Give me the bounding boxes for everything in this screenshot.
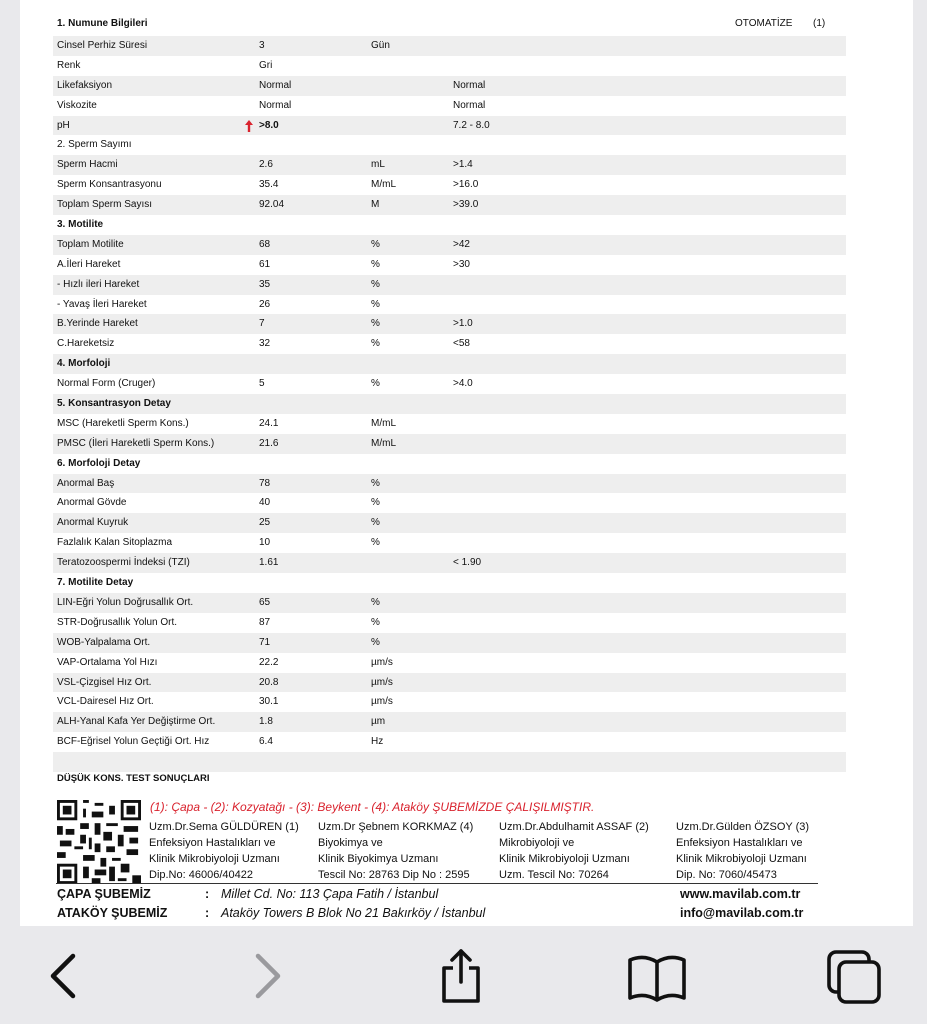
row-unit: % xyxy=(371,318,380,330)
row-label: Anormal Baş xyxy=(57,477,115,489)
table-row xyxy=(53,255,846,275)
row-value: 1.61 xyxy=(259,557,279,569)
row-value: 21.6 xyxy=(259,437,279,449)
row-label: Toplam Sperm Sayısı xyxy=(57,199,153,211)
row-value: 2.6 xyxy=(259,159,273,171)
branch-colon: : xyxy=(205,887,210,901)
row-reference: 7.2 - 8.0 xyxy=(453,119,490,131)
doctor-1-line4: Dip.No: 46006/40422 xyxy=(149,869,253,881)
row-value: 7 xyxy=(259,318,265,330)
row-label: 4. Morfoloji xyxy=(57,358,111,370)
tabs-button[interactable] xyxy=(824,946,884,1006)
branch-address: Millet Cd. No: 113 Çapa Fatih / İstanbul xyxy=(221,887,439,901)
table-row xyxy=(53,374,846,394)
table-row xyxy=(53,36,846,56)
table-row xyxy=(53,712,846,732)
row-reference: <58 xyxy=(453,338,470,350)
row-label: 5. Konsantrasyon Detay xyxy=(57,398,171,410)
table-row xyxy=(53,434,846,454)
row-label: BCF-Eğrisel Yolun Geçtiği Ort. Hız xyxy=(57,736,210,748)
book-icon xyxy=(627,946,687,1006)
row-unit: % xyxy=(371,596,380,608)
row-label: pH xyxy=(57,119,70,131)
auto-label: OTOMATİZE xyxy=(735,18,793,29)
row-unit: % xyxy=(371,238,380,250)
row-label: LIN-Eğri Yolun Doğrusallık Ort. xyxy=(57,596,194,608)
branch-name: ÇAPA ŞUBEMİZ xyxy=(57,887,151,901)
table-row xyxy=(53,275,846,295)
doctor-2-line2: Biyokimya ve xyxy=(318,837,383,849)
row-unit: µm xyxy=(371,716,386,728)
table-row xyxy=(53,533,846,553)
row-unit: µm/s xyxy=(371,656,393,668)
row-label: Sperm Konsantrasyonu xyxy=(57,179,162,191)
arrow-up-icon xyxy=(245,120,253,132)
doctor-2-line4: Tescil No: 28763 Dip No : 2595 xyxy=(318,869,470,881)
section-heading-row xyxy=(53,454,846,474)
results-table xyxy=(53,36,846,772)
row-label: Likefaksiyon xyxy=(57,79,113,91)
doctor-3-line2: Mikrobiyoloji ve xyxy=(499,837,575,849)
row-unit: Hz xyxy=(371,736,384,748)
table-row xyxy=(53,752,846,772)
section-heading-row xyxy=(53,394,846,414)
row-label: Cinsel Perhiz Süresi xyxy=(57,40,148,51)
row-unit: % xyxy=(371,616,380,628)
row-value: 20.8 xyxy=(259,676,279,688)
branches-note: (1): Çapa - (2): Kozyatağı - (3): Beykent - (4): Ataköy ŞUBEMİZDE ÇALIŞILMIŞTIR. xyxy=(150,800,595,814)
row-label: Fazlalık Kalan Sitoplazma xyxy=(57,537,173,549)
website-link[interactable]: www.mavilab.com.tr xyxy=(680,887,801,901)
doctor-2-line3: Klinik Biyokimya Uzmanı xyxy=(318,853,439,865)
row-label: Teratozoospermi İndeksi (TZI) xyxy=(57,557,190,569)
row-unit: M/mL xyxy=(371,417,396,429)
row-value: >8.0 xyxy=(259,119,279,131)
row-value: 26 xyxy=(259,298,271,310)
row-label: Viskozite xyxy=(57,99,97,111)
table-row xyxy=(53,295,846,315)
table-row xyxy=(53,493,846,513)
row-unit: % xyxy=(371,338,380,350)
row-label: Anormal Gövde xyxy=(57,497,127,509)
row-unit: M xyxy=(371,199,380,211)
row-label: Sperm Hacmi xyxy=(57,159,118,171)
row-value: 30.1 xyxy=(259,696,279,708)
table-row xyxy=(53,653,846,673)
row-label: Renk xyxy=(57,59,81,71)
branch-address: Ataköy Towers B Blok No 21 Bakırköy / İstanbul xyxy=(221,906,486,920)
chevron-right-icon xyxy=(236,946,296,1006)
row-value: 61 xyxy=(259,258,271,270)
row-unit: % xyxy=(371,258,380,270)
row-value: 5 xyxy=(259,378,265,390)
row-unit: M/mL xyxy=(371,437,396,449)
row-label: PMSC (İleri Hareketli Sperm Kons.) xyxy=(57,437,215,449)
table-row xyxy=(53,633,846,653)
row-reference: >4.0 xyxy=(453,378,473,390)
section-heading-row xyxy=(53,135,846,155)
row-unit: % xyxy=(371,537,380,549)
row-unit: mL xyxy=(371,159,385,171)
table-row xyxy=(53,513,846,533)
table-row xyxy=(53,553,846,573)
row-value: 71 xyxy=(259,636,271,648)
row-unit: % xyxy=(371,278,380,290)
row-label: ALH-Yanal Kafa Yer Değiştirme Ort. xyxy=(57,716,216,728)
row-reference: >30 xyxy=(453,258,470,270)
table-row xyxy=(53,732,846,752)
row-value: 65 xyxy=(259,596,271,608)
back-button[interactable] xyxy=(35,946,95,1006)
row-value: 10 xyxy=(259,537,271,549)
section-heading-row xyxy=(53,215,846,235)
share-icon xyxy=(431,946,491,1006)
row-unit: M/mL xyxy=(371,179,396,191)
table-row xyxy=(53,235,846,255)
doctor-3-line4: Uzm. Tescil No: 70264 xyxy=(499,869,609,881)
row-label: B.Yerinde Hareket xyxy=(57,318,138,330)
row-label: VSL-Çizgisel Hız Ort. xyxy=(57,676,152,688)
row-value: Gri xyxy=(259,59,273,71)
row-unit: % xyxy=(371,517,380,529)
doctor-4-name: Uzm.Dr.Gülden ÖZSOY (3) xyxy=(676,821,810,833)
table-row xyxy=(53,116,846,136)
forward-button[interactable] xyxy=(236,946,296,1006)
row-value: 25 xyxy=(259,517,271,529)
row-reference: >16.0 xyxy=(453,179,479,191)
table-row xyxy=(53,613,846,633)
row-label: VCL-Dairesel Hız Ort. xyxy=(57,696,154,708)
table-row xyxy=(53,593,846,613)
table-row xyxy=(53,195,846,215)
row-unit: µm/s xyxy=(371,696,393,708)
doctor-2-name: Uzm.Dr Şebnem KORKMAZ (4) xyxy=(318,821,474,833)
row-reference: Normal xyxy=(453,99,486,111)
row-value: 35 xyxy=(259,278,271,290)
row-label: WOB-Yalpalama Ort. xyxy=(57,636,151,648)
doctor-1 xyxy=(149,819,299,883)
table-row xyxy=(53,474,846,494)
section-heading-row xyxy=(53,573,846,593)
row-value: 78 xyxy=(259,477,271,489)
row-label: Normal Form (Cruger) xyxy=(57,378,156,390)
footer-divider xyxy=(56,883,818,884)
row-label: Anormal Kuyruk xyxy=(57,517,129,529)
row-label: - Yavaş İleri Hareket xyxy=(57,298,147,310)
branch-colon: : xyxy=(205,906,210,920)
row-reference: Normal xyxy=(453,79,486,91)
row-reference: >42 xyxy=(453,238,470,250)
report-page xyxy=(20,0,913,926)
table-row xyxy=(53,56,846,76)
row-label: MSC (Hareketli Sperm Kons.) xyxy=(57,417,189,429)
tabs-icon xyxy=(824,946,884,1006)
doctor-3-name: Uzm.Dr.Abdulhamit ASSAF (2) xyxy=(499,821,649,833)
row-unit: Gün xyxy=(371,40,390,51)
browser-toolbar xyxy=(0,926,927,1024)
row-value: Normal xyxy=(259,99,292,111)
qr-code-icon xyxy=(56,800,142,884)
row-value: Normal xyxy=(259,79,292,91)
doctor-4-line2: Enfeksiyon Hastalıkları ve xyxy=(676,837,803,849)
doctor-4-line3: Klinik Mikrobiyoloji Uzmanı xyxy=(676,853,807,865)
doctor-3 xyxy=(499,819,649,883)
row-label: 6. Morfoloji Detay xyxy=(57,457,141,469)
email-link[interactable]: info@mavilab.com.tr xyxy=(680,906,804,920)
row-label: Toplam Motilite xyxy=(57,238,124,250)
row-unit: % xyxy=(371,636,380,648)
doctor-2 xyxy=(318,819,473,883)
table-row xyxy=(53,673,846,693)
table-row xyxy=(53,155,846,175)
row-value: 1.8 xyxy=(259,716,273,728)
row-value: 40 xyxy=(259,497,271,509)
row-unit: % xyxy=(371,298,380,310)
row-unit: % xyxy=(371,477,380,489)
row-value: 32 xyxy=(259,338,271,350)
section-title: 1. Numune Bilgileri xyxy=(57,18,148,29)
auto-number: (1) xyxy=(813,18,826,29)
row-unit: % xyxy=(371,497,380,509)
row-label: 2. Sperm Sayımı xyxy=(57,139,132,151)
row-label: 7. Motilite Detay xyxy=(57,577,134,589)
row-value: 87 xyxy=(259,616,271,628)
doctor-4-line4: Dip. No: 7060/45473 xyxy=(676,869,777,881)
section-heading-row xyxy=(53,354,846,374)
table-row xyxy=(53,96,846,116)
doctor-4 xyxy=(676,819,809,883)
row-label: 3. Motilite xyxy=(57,219,104,231)
row-reference: >1.4 xyxy=(453,159,473,171)
table-row xyxy=(53,314,846,334)
doctor-1-line2: Enfeksiyon Hastalıkları ve xyxy=(149,837,276,849)
row-value: 22.2 xyxy=(259,656,279,668)
share-button[interactable] xyxy=(431,946,491,1006)
bookmarks-button[interactable] xyxy=(627,946,687,1006)
row-label: C.Hareketsiz xyxy=(57,338,115,350)
row-value: 6.4 xyxy=(259,736,273,748)
row-value: 35.4 xyxy=(259,179,279,191)
row-unit: µm/s xyxy=(371,676,393,688)
row-label: A.İleri Hareket xyxy=(57,258,121,270)
table-row xyxy=(53,692,846,712)
doctor-1-name: Uzm.Dr.Sema GÜLDÜREN (1) xyxy=(149,821,299,833)
row-reference: < 1.90 xyxy=(453,557,482,569)
table-row xyxy=(53,334,846,354)
row-value: 3 xyxy=(259,40,265,51)
chevron-left-icon xyxy=(35,946,95,1006)
low-conc-title: DÜŞÜK KONS. TEST SONUÇLARI xyxy=(57,773,210,784)
table-row xyxy=(53,414,846,434)
branch-name: ATAKÖY ŞUBEMİZ xyxy=(57,906,168,920)
table-row xyxy=(53,76,846,96)
row-label: - Hızlı ileri Hareket xyxy=(57,278,140,290)
row-label: VAP-Ortalama Yol Hızı xyxy=(57,656,158,668)
row-unit: % xyxy=(371,378,380,390)
doctor-1-line3: Klinik Mikrobiyoloji Uzmanı xyxy=(149,853,280,865)
row-value: 92.04 xyxy=(259,199,285,211)
row-value: 24.1 xyxy=(259,417,279,429)
row-reference: >39.0 xyxy=(453,199,479,211)
doctor-3-line3: Klinik Mikrobiyoloji Uzmanı xyxy=(499,853,630,865)
row-value: 68 xyxy=(259,238,271,250)
table-row xyxy=(53,175,846,195)
row-reference: >1.0 xyxy=(453,318,473,330)
row-label: STR-Doğrusallık Yolun Ort. xyxy=(57,616,178,628)
